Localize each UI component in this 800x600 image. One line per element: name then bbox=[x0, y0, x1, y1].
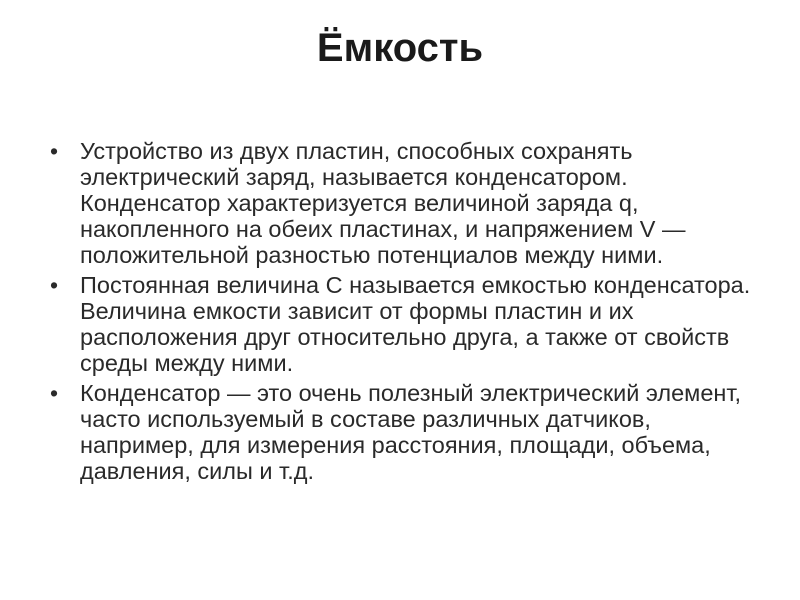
bullet-item bbox=[48, 380, 760, 484]
bullet-dot-icon: • bbox=[50, 138, 59, 164]
bullet-item bbox=[48, 138, 760, 268]
bullet-text: Постоянная величина C называется емкостью конденсатора. Величина емкости зависит от формы пластин и их расположения друг относительно друга, а также от свойств среды между ними. bbox=[80, 272, 751, 376]
bullet-item bbox=[48, 272, 760, 376]
bullet-dot-icon: • bbox=[50, 380, 59, 406]
bullet-dot-icon: • bbox=[50, 272, 59, 298]
slide-title: Ёмкость bbox=[316, 26, 484, 70]
bullet-text: Конденсатор — это очень полезный электрический элемент, часто используемый в составе различных датчиков, например, для измерения расстояния, площади, объема, давления, силы и т.д. bbox=[80, 380, 742, 484]
bullet-list bbox=[48, 138, 760, 484]
bullet-text: Устройство из двух пластин, способных сохранять электрический заряд, называется конденсатором. Конденсатор характеризуется величиной заряда q, накопленного на обеих пластинах, и напряжением V — положительной разностью потенциалов между ними. bbox=[80, 138, 686, 268]
